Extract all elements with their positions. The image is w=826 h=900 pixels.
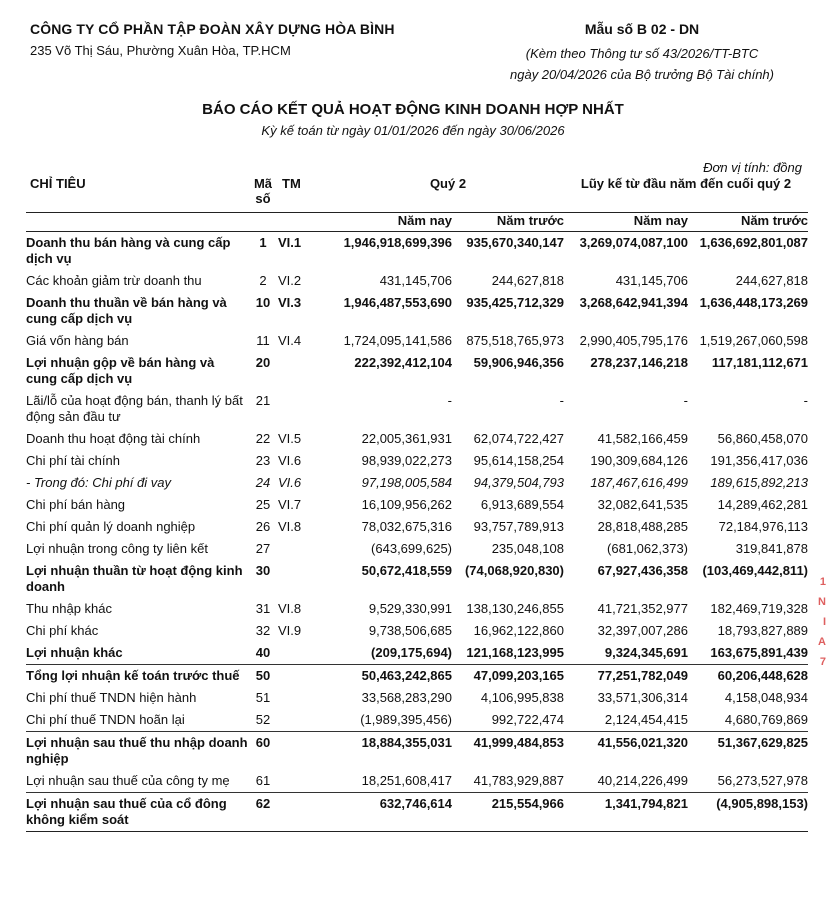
row-note <box>278 770 332 793</box>
value-quarter-this-year: 222,392,412,104 <box>354 355 452 370</box>
table-row <box>26 516 808 538</box>
row-note <box>278 560 332 598</box>
row-code: 22 <box>255 431 271 446</box>
row-code: 61 <box>255 773 271 788</box>
circular-reference <box>482 43 802 85</box>
value-quarter-last-year: 244,627,818 <box>491 273 564 288</box>
value-ytd-last-year: 117,181,112,671 <box>711 355 809 370</box>
company-address: 235 Võ Thị Sáu, Phường Xuân Hòa, TP.HCM <box>30 43 291 58</box>
value-ytd-this-year: 431,145,706 <box>615 273 688 288</box>
value-ytd-last-year: 18,793,827,889 <box>717 623 809 638</box>
row-note <box>278 732 332 771</box>
value-quarter-last-year: 94,379,504,793 <box>473 475 564 490</box>
table-row <box>26 270 808 292</box>
value-quarter-this-year: 33,568,283,290 <box>361 690 452 705</box>
row-note: VI.7 <box>278 497 302 512</box>
row-code: 62 <box>248 793 278 832</box>
column-header-ytd: Lũy kế từ đầu năm đến cuối quý 2 <box>580 176 792 191</box>
row-code: 11 <box>256 333 270 348</box>
row-code: 27 <box>255 541 271 556</box>
value-quarter-this-year: 1,946,487,553,690 <box>343 295 452 310</box>
value-quarter-this-year: 431,145,706 <box>379 273 452 288</box>
value-ytd-this-year: - <box>683 393 688 408</box>
value-ytd-last-year: (4,905,898,153) <box>688 793 808 832</box>
value-ytd-this-year: 41,582,166,459 <box>597 431 688 446</box>
row-label: Doanh thu bán hàng và cung cấp dịch vụ <box>26 235 231 266</box>
value-quarter-last-year: 62,074,722,427 <box>473 431 564 446</box>
column-header-q-this-year: Năm nay <box>332 213 452 232</box>
value-quarter-last-year: 93,757,789,913 <box>473 519 564 534</box>
row-label: Doanh thu thuần về bán hàng và cung cấp dịch vụ <box>26 295 227 326</box>
table-row <box>26 428 808 450</box>
row-note <box>278 665 332 688</box>
row-note <box>278 390 332 428</box>
value-ytd-last-year: 4,158,048,934 <box>724 690 809 705</box>
value-ytd-this-year: 77,251,782,049 <box>564 665 688 688</box>
value-ytd-this-year: 3,268,642,941,394 <box>579 295 688 310</box>
report-period: Kỳ kế toán từ ngày 01/01/2026 đến ngày 30/06/2026 <box>261 123 565 138</box>
row-code: 60 <box>248 732 278 771</box>
value-ytd-last-year: - <box>803 393 809 408</box>
value-quarter-last-year: 6,913,689,554 <box>480 497 564 512</box>
report-title: BÁO CÁO KẾT QUẢ HOẠT ĐỘNG KINH DOANH HỢP NHẤT <box>202 101 624 118</box>
value-quarter-this-year: 98,939,022,273 <box>361 453 452 468</box>
row-note <box>278 538 332 560</box>
currency-unit: Đơn vị tính: đồng <box>703 160 802 175</box>
value-ytd-this-year: 33,571,306,314 <box>597 690 688 705</box>
row-note: VI.2 <box>278 273 302 288</box>
value-ytd-last-year: 182,469,719,328 <box>710 601 809 616</box>
row-label: Chi phí bán hàng <box>26 497 126 512</box>
value-ytd-last-year: 191,356,417,036 <box>710 453 809 468</box>
value-quarter-last-year: 935,670,340,147 <box>466 235 564 250</box>
column-header-item: CHỈ TIÊU <box>30 176 86 191</box>
table-row <box>26 352 808 390</box>
table-row <box>26 598 808 620</box>
header-blank <box>26 213 248 232</box>
row-code: 1 <box>259 235 267 250</box>
row-code: 30 <box>255 563 271 578</box>
value-ytd-this-year: 3,269,074,087,100 <box>579 235 688 250</box>
row-code: 26 <box>255 519 271 534</box>
value-quarter-this-year: 9,738,506,685 <box>368 623 452 638</box>
row-note: VI.4 <box>278 333 302 348</box>
value-ytd-this-year: 28,818,488,285 <box>597 519 688 534</box>
company-name: CÔNG TY CỔ PHẦN TẬP ĐOÀN XÂY DỰNG HÒA BÌNH <box>30 21 395 37</box>
value-ytd-last-year: 163,675,891,439 <box>710 645 809 660</box>
row-note: VI.5 <box>278 431 302 446</box>
row-label: Lợi nhuận sau thuế của công ty mẹ <box>26 773 230 788</box>
value-quarter-last-year: 121,168,123,995 <box>466 645 564 660</box>
table-row <box>26 665 808 688</box>
table-row <box>26 793 808 832</box>
value-quarter-this-year: 9,529,330,991 <box>368 601 452 616</box>
value-quarter-this-year: (643,699,625) <box>371 541 452 556</box>
value-quarter-this-year: (209,175,694) <box>371 645 452 660</box>
row-label: Lãi/lỗ của hoạt động bán, thanh lý bất động sản đầu tư <box>26 393 243 424</box>
row-note: VI.8 <box>278 601 302 616</box>
value-ytd-last-year: 4,680,769,869 <box>724 712 809 727</box>
circular-line-2: ngày 20/04/2026 của Bộ trưởng Bộ Tài chính) <box>510 67 774 82</box>
header-row-years <box>26 213 808 232</box>
value-quarter-this-year: 18,884,355,031 <box>332 732 452 771</box>
form-number: Mẫu số B 02 - DN <box>584 21 700 37</box>
value-quarter-last-year: 4,106,995,838 <box>480 690 564 705</box>
row-code: 52 <box>255 712 271 727</box>
row-label: Thu nhập khác <box>26 601 113 616</box>
value-quarter-this-year: 78,032,675,316 <box>361 519 452 534</box>
row-code: 23 <box>255 453 271 468</box>
value-quarter-last-year: 992,722,474 <box>491 712 564 727</box>
table-row <box>26 390 808 428</box>
row-note: VI.8 <box>278 519 302 534</box>
value-quarter-last-year: 16,962,122,860 <box>473 623 564 638</box>
row-label: Các khoản giảm trừ doanh thu <box>26 273 202 288</box>
value-quarter-last-year: 235,048,108 <box>491 541 564 556</box>
value-ytd-this-year: 2,990,405,795,176 <box>579 333 688 348</box>
table-row <box>26 642 808 665</box>
income-statement-table <box>26 176 808 832</box>
table-row <box>26 472 808 494</box>
row-code: 21 <box>255 393 271 408</box>
value-quarter-last-year: 59,906,946,356 <box>473 355 564 370</box>
table-row <box>26 494 808 516</box>
value-ytd-last-year: 56,860,458,070 <box>717 431 809 446</box>
value-ytd-this-year: (681,062,373) <box>607 541 688 556</box>
value-ytd-last-year: 72,184,976,113 <box>718 519 809 534</box>
row-code: 2 <box>259 273 267 288</box>
row-label: Chi phí quản lý doanh nghiệp <box>26 519 196 534</box>
row-note <box>278 687 332 709</box>
value-quarter-this-year: 97,198,005,584 <box>361 475 452 490</box>
row-label: Lợi nhuận gộp về bán hàng và cung cấp dịch vụ <box>26 355 215 386</box>
table-row <box>26 560 808 598</box>
row-label: Lợi nhuận khác <box>26 645 123 660</box>
value-ytd-this-year: 187,467,616,499 <box>590 475 688 490</box>
row-note <box>278 642 332 665</box>
value-quarter-this-year: 16,109,956,262 <box>361 497 452 512</box>
value-quarter-last-year: 95,614,158,254 <box>473 453 564 468</box>
row-label: Lợi nhuận sau thuế của cổ đông không kiểm soát <box>26 793 248 832</box>
row-label: Chi phí thuế TNDN hoãn lại <box>26 712 185 727</box>
table-row <box>26 687 808 709</box>
value-quarter-this-year: (1,989,395,456) <box>360 712 452 727</box>
header-blank <box>278 213 332 232</box>
row-note <box>278 352 332 390</box>
value-quarter-last-year: 41,999,484,853 <box>452 732 564 771</box>
row-note: VI.6 <box>278 453 302 468</box>
row-note: VI.9 <box>278 623 302 638</box>
table-row <box>26 538 808 560</box>
value-quarter-last-year: 138,130,246,855 <box>466 601 564 616</box>
value-quarter-last-year: - <box>559 393 564 408</box>
table-row <box>26 770 808 793</box>
value-ytd-this-year: 190,309,684,126 <box>590 453 688 468</box>
row-label: Doanh thu hoạt động tài chính <box>26 431 201 446</box>
row-label: Lợi nhuận trong công ty liên kết <box>26 541 208 556</box>
circular-line-1: (Kèm theo Thông tư số 43/2026/TT-BTC <box>525 46 759 61</box>
row-label: Tổng lợi nhuận kế toán trước thuế <box>26 665 248 688</box>
value-ytd-this-year: 1,341,794,821 <box>564 793 688 832</box>
value-quarter-last-year: 215,554,966 <box>452 793 564 832</box>
column-header-q-last-year: Năm trước <box>452 213 564 232</box>
value-ytd-last-year: 189,615,892,213 <box>710 475 809 490</box>
value-ytd-last-year: 1,636,692,801,087 <box>699 235 809 250</box>
value-ytd-this-year: 9,324,345,691 <box>604 645 688 660</box>
row-note: VI.1 <box>278 235 302 250</box>
value-ytd-this-year: 41,721,352,977 <box>597 601 688 616</box>
value-quarter-this-year: 18,251,608,417 <box>361 773 452 788</box>
column-header-ytd-last-year: Năm trước <box>688 213 808 232</box>
table-row <box>26 232 808 271</box>
value-ytd-last-year: 319,841,878 <box>735 541 809 556</box>
row-code: 24 <box>255 475 271 490</box>
value-ytd-this-year: 2,124,454,415 <box>604 712 688 727</box>
row-label: Chi phí khác <box>26 623 99 638</box>
row-note <box>278 793 332 832</box>
value-quarter-last-year: 41,783,929,887 <box>473 773 564 788</box>
row-code: 25 <box>255 497 271 512</box>
table-row <box>26 450 808 472</box>
table-row <box>26 292 808 330</box>
row-code: 40 <box>255 645 271 660</box>
row-code: 50 <box>248 665 278 688</box>
row-label: Chi phí thuế TNDN hiện hành <box>26 690 197 705</box>
value-ytd-this-year: 67,927,436,358 <box>597 563 688 578</box>
value-ytd-this-year: 32,397,007,286 <box>597 623 688 638</box>
value-ytd-this-year: 32,082,641,535 <box>597 497 688 512</box>
value-ytd-last-year: 51,367,629,825 <box>688 732 808 771</box>
table-row <box>26 330 808 352</box>
value-ytd-last-year: 1,636,448,173,269 <box>699 295 809 310</box>
value-quarter-this-year: - <box>447 393 452 408</box>
row-label: Lợi nhuận thuần từ hoạt động kinh doanh <box>26 563 243 594</box>
row-note <box>278 709 332 732</box>
value-quarter-last-year: 875,518,765,973 <box>466 333 564 348</box>
value-quarter-this-year: 1,946,918,699,396 <box>343 235 452 250</box>
row-code: 20 <box>255 355 271 370</box>
value-ytd-last-year: 244,627,818 <box>735 273 809 288</box>
row-label: - Trong đó: Chi phí đi vay <box>26 475 171 490</box>
column-header-code: Mã số <box>253 176 273 206</box>
value-quarter-last-year: 935,425,712,329 <box>466 295 564 310</box>
value-quarter-this-year: 50,672,418,559 <box>361 563 452 578</box>
value-ytd-last-year: 56,273,527,978 <box>717 773 809 788</box>
value-ytd-this-year: 40,214,226,499 <box>597 773 688 788</box>
seal-stamp-edge: 1 N I A 7 <box>818 576 826 668</box>
row-note: VI.6 <box>278 475 302 490</box>
column-header-note: TM <box>282 176 301 191</box>
row-label: Lợi nhuận sau thuế thu nhập doanh nghiệp <box>26 732 248 771</box>
row-code: 51 <box>255 690 271 705</box>
value-ytd-this-year: 278,237,146,218 <box>590 355 688 370</box>
row-code: 31 <box>255 601 271 616</box>
company-header <box>30 21 395 58</box>
row-label: Chi phí tài chính <box>26 453 120 468</box>
value-quarter-last-year: (74,068,920,830) <box>464 563 564 578</box>
value-quarter-last-year: 47,099,203,165 <box>452 665 564 688</box>
header-blank <box>248 213 278 232</box>
table-row <box>26 620 808 642</box>
column-header-quarter: Quý 2 <box>429 176 467 191</box>
header-row-groups <box>26 176 808 213</box>
row-code: 10 <box>255 295 271 310</box>
value-quarter-this-year: 22,005,361,931 <box>361 431 452 446</box>
table-row <box>26 709 808 732</box>
value-ytd-last-year: 14,289,462,281 <box>717 497 809 512</box>
table-row <box>26 732 808 771</box>
statement-rows <box>26 232 808 832</box>
value-quarter-this-year: 632,746,614 <box>332 793 452 832</box>
value-ytd-this-year: 41,556,021,320 <box>564 732 688 771</box>
value-ytd-last-year: (103,469,442,811) <box>702 563 809 578</box>
row-code: 32 <box>255 623 271 638</box>
value-ytd-last-year: 1,519,267,060,598 <box>699 333 809 348</box>
row-note: VI.3 <box>278 295 302 310</box>
value-ytd-last-year: 60,206,448,628 <box>688 665 808 688</box>
value-quarter-this-year: 50,463,242,865 <box>332 665 452 688</box>
value-quarter-this-year: 1,724,095,141,586 <box>343 333 452 348</box>
form-header <box>482 21 802 85</box>
column-header-ytd-this-year: Năm nay <box>564 213 688 232</box>
row-label: Giá vốn hàng bán <box>26 333 129 348</box>
